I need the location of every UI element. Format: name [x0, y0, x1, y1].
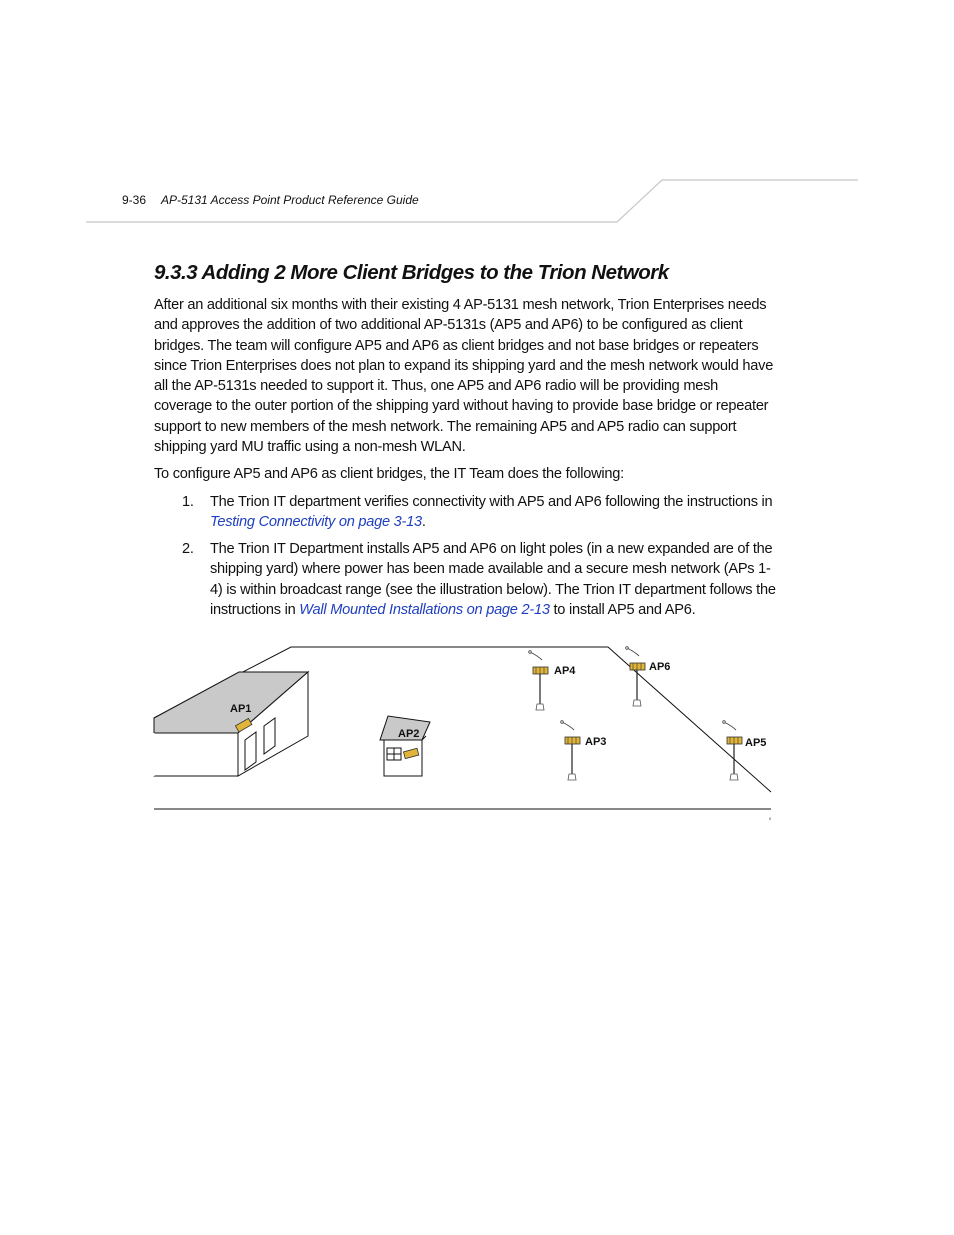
label-ap2: AP2	[398, 728, 420, 740]
page-number: 9-36	[122, 193, 147, 207]
link-testing-connectivity[interactable]: Testing Connectivity on page 3-13	[210, 514, 422, 531]
step-number: 2.	[182, 541, 194, 557]
step-text: The Trion IT Department installs AP5 and AP6 on light poles (in a new expanded are of the shipping yard) where power has been made available and a secure mesh network (APs 1-4) is within broadcast range (see the illustration below). The Trion IT department follows the instructions in Wall Mounted Installations on page 2-13 to install AP5 and AP6.	[210, 541, 776, 618]
steps-intro: To configure AP5 and AP6 as client bridges, the IT Team does the following:	[154, 466, 624, 482]
pole-ap4	[529, 651, 548, 710]
warehouse-building	[154, 672, 308, 776]
figure-code: 8	[769, 816, 772, 821]
intro-paragraph: After an additional six months with their existing 4 AP-5131 mesh network, Trion Enterprises needs and approves the addition of two additional AP-5131s (AP5 and AP6) to be configured as client bridges. The team will configure AP5 and AP6 as client bridges and not base bridges or repeaters since Trion Enterprises does not plan to expand its shipping yard and the mesh network would have all the AP-5131s needed to support it. Thus, one AP5 and AP6 radio will be providing mesh coverage to the outer portion of the shipping yard without having to provide base bridge or repeater support to new members of the mesh network. The remaining AP5 and AP5 radio can support shipping yard MU traffic using a non-mesh WLAN.	[154, 297, 774, 456]
pole-ap6	[626, 647, 645, 706]
step-number: 1.	[182, 494, 194, 510]
label-ap6: AP6	[649, 661, 671, 673]
pole-ap5	[723, 721, 742, 780]
pole-ap3	[561, 721, 580, 780]
label-ap5: AP5	[745, 737, 767, 749]
link-wall-mounted-installations[interactable]: Wall Mounted Installations on page 2-13	[299, 601, 550, 618]
label-ap3: AP3	[585, 736, 607, 748]
section-heading: 9.3.3 Adding 2 More Client Bridges to the Trion Network	[154, 261, 669, 284]
small-building	[380, 716, 430, 776]
label-ap4: AP4	[554, 665, 576, 677]
shipping-yard-illustration	[150, 640, 780, 825]
running-header-title: AP-5131 Access Point Product Reference Guide	[161, 193, 419, 207]
label-ap1: AP1	[230, 703, 252, 715]
step-text: The Trion IT department verifies connectivity with AP5 and AP6 following the instructions in Testing Connectivity on page 3-13.	[210, 494, 773, 531]
